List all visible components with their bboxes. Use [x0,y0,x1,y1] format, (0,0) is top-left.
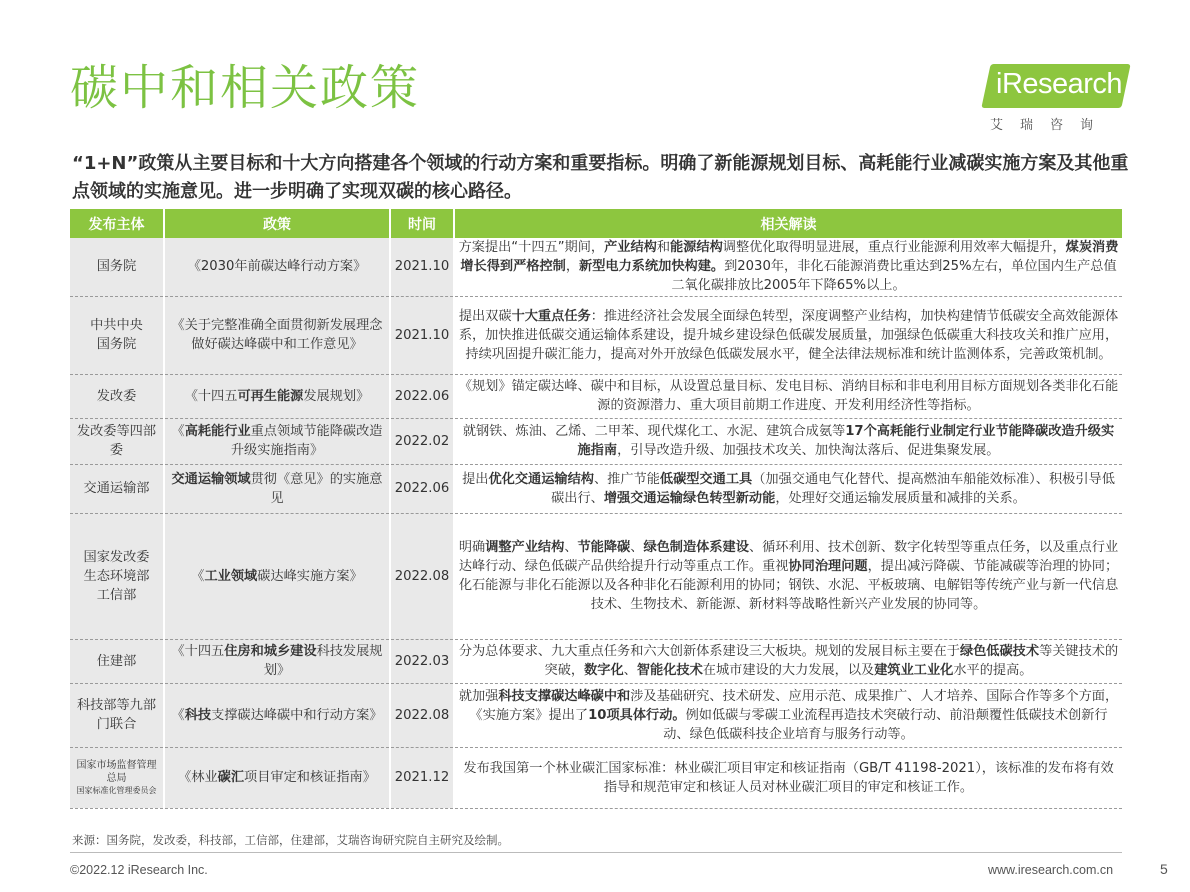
text-segment: ，处理好交通运输发展质量和减排的关系。 [775,490,1026,506]
text-segment: 《 [171,424,185,439]
table-row [70,464,1122,513]
cell-agency [70,683,164,747]
emphasis-text: 17个高耗能行业制定行业节能降碳改造升级实施指南 [577,424,1115,458]
text-segment: 、推广节能 [593,471,660,487]
emphasis-text: 可再生能源 [237,388,304,404]
text-segment: 中共中央 [90,318,143,333]
text-segment: 和 [656,240,671,256]
website-link[interactable]: www.iresearch.com.cn [988,863,1114,877]
text-segment: 发展规划》 [303,388,370,404]
cell-agency [70,513,164,639]
emphasis-text: 十大重点任务 [511,308,591,324]
cell-agency [70,418,164,464]
text-segment: 涉及基础研究、技术研发、应用示范、成果推广、人才培养、国际合作等多个方面，《实施方案》提出了 [469,688,1119,723]
cell-agency [70,374,164,418]
text-segment: 到2030年，非化石能源消费比重达到25%左右，单位国内生产总值二氧化碳排放比2005年下降65%以上。 [671,259,1117,294]
emphasis-text: 节能降碳 [577,540,631,555]
table-row [70,513,1122,639]
cell-detail [454,464,1122,513]
emphasis-text: 能源结构 [670,240,723,256]
header-date: 时间 [390,209,454,238]
source-note: 来源：国务院，发改委，科技部，工信部，住建部，艾瑞咨询研究院自主研究及绘制。 [72,833,509,847]
text-segment: 国家标准化管理委员会 [76,785,157,795]
cell-agency [70,464,164,513]
text-segment: 发改委 [96,388,137,404]
text-segment: 、 [564,540,578,555]
text-segment: 贯彻《意见》的实施意见 [250,471,383,506]
text-segment: 例如低碳与零碳工业流程再造技术突破行动、前沿颠覆性低碳技术创新行动、绿色低碳科技企业培育与服务行动等。 [663,707,1108,742]
emphasis-text: 10项具体行动。 [588,707,686,723]
text-segment: 方案提出“十四五”期间， [458,240,605,256]
cell-policy [164,296,390,374]
text-segment: 科技发展规划》 [263,644,383,678]
cell-policy [164,238,390,296]
cell-date: 2021.12 [390,747,454,808]
text-segment: 科技部等九部门联合 [76,698,157,732]
cell-policy [164,418,390,464]
cell-detail [454,683,1122,747]
table-row [70,418,1122,464]
text-segment: 国家发改委 [83,549,150,565]
emphasis-text: 工业领域 [204,568,258,584]
text-segment: 重点领域节能降碳改造升级实施指南》 [230,424,383,458]
text-segment: 、循环利用、技术创新、数字化转型等重点任务，以及重点行业达峰行动、绿色低碳产品供给提升行动等重点工作。重视 [458,540,1119,574]
text-segment: 《林业 [178,770,218,785]
emphasis-text: 优化交通运输结构 [488,471,594,487]
emphasis-text: 新型电力系统加快构建。 [579,259,725,275]
cell-detail [454,418,1122,464]
text-segment: 、 [630,540,644,555]
text-segment: 生态环境部 [83,568,150,584]
text-segment: 住建部 [96,653,137,669]
text-segment: 国家市场监督管理总局 [76,759,157,784]
text-segment: 碳达峰实施方案》 [257,568,363,584]
logo-subtitle: 艾瑞咨询 [990,118,1111,133]
iresearch-logo [982,62,1132,132]
emphasis-text: 交通运输领域 [171,471,251,487]
header-interpretation: 相关解读 [454,209,1122,238]
emphasis-text: 高耗能行业 [184,424,251,439]
emphasis-text: 数字化 [584,663,624,678]
text-segment: 国务院 [96,259,137,275]
text-segment: 《十四五 [184,388,238,404]
text-segment: 等关键技术的突破， [544,644,1119,678]
cell-agency [70,296,164,374]
text-segment: 提出双碳 [458,308,512,324]
text-segment: 《 [171,707,185,723]
cell-detail [454,296,1122,374]
cell-detail [454,238,1122,296]
table-row [70,747,1122,808]
cell-policy [164,639,390,683]
cell-date: 2022.06 [390,374,454,418]
emphasis-text: 低碳型交通工具 [659,471,753,487]
emphasis-text: 碳汇 [217,770,245,785]
cell-agency [70,238,164,296]
cell-policy [164,683,390,747]
text-segment: （加强交通电气化替代、提高燃油车船能效标准）、积极引导低碳出行、 [551,471,1115,506]
text-segment: ，引导改造升级、加强技术攻关、加快淘汰落后、促进集聚发展。 [617,443,1000,458]
text-segment: 发改委等四部委 [76,424,157,458]
table-row [70,238,1122,296]
table-row [70,639,1122,683]
policy-table [70,209,1122,809]
copyright: ©2022.12 iResearch Inc. [70,863,208,877]
cell-date: 2022.08 [390,683,454,747]
text-segment: 国务院 [96,337,137,352]
cell-policy [164,513,390,639]
text-segment: ，提出减污降碳、节能减碳等治理的协同；化石能源与非化石能源以及各种非化石能源利用的协同；钢铁、水泥、平板玻璃、电解铝等传统产业与新一代信息技术、生物技术、新能源、新材料等战略性新兴产业发展的协同等。 [458,559,1119,612]
emphasis-text: 智能化技术 [636,663,703,678]
text-segment: 交通运输部 [83,481,150,496]
cell-detail [454,639,1122,683]
cell-policy [164,374,390,418]
text-segment: 支撑碳达峰碳中和行动方案》 [211,707,383,723]
intro-paragraph: “1+N”政策从主要目标和十大方向搭建各个领域的行动方案和重要指标。明确了新能源规划目标、高耗能行业减碳实施方案及其他重点领域的实施意见。进一步明确了实现双碳的核心路径。 [72,153,1129,202]
text-segment: 《规划》锚定碳达峰、碳中和目标，从设置总量目标、发电目标、消纳目标和非电利用目标方面规划各类非化石能源的资源潜力、重大项目前期工作进度、开发利用经济性等指标。 [458,379,1119,413]
text-segment: 《2030年前碳达峰行动方案》 [187,259,367,275]
emphasis-text: 协同治理问题 [788,559,868,574]
table-body [70,238,1122,808]
cell-date: 2021.10 [390,238,454,296]
text-segment: 就钢铁、炼油、乙烯、二甲苯、现代煤化工、水泥、建筑合成氨等 [462,424,846,439]
table-row [70,374,1122,418]
footer-divider [70,852,1122,853]
emphasis-text: 科技 [184,707,212,723]
table-row [70,683,1122,747]
text-segment: 就加强 [458,688,499,704]
cell-agency [70,747,164,808]
cell-date: 2022.06 [390,464,454,513]
text-segment: 项目审定和核证指南》 [244,770,376,785]
cell-date: 2022.02 [390,418,454,464]
text-segment: 工信部 [96,587,137,603]
emphasis-text: 绿色低碳技术 [959,644,1040,659]
text-segment: 分为总体要求、九大重点任务和六大创新体系建设三大板块。规划的发展目标主要在于 [458,644,960,659]
text-segment: ， [565,259,580,275]
header-policy: 政策 [164,209,390,238]
cell-date: 2022.08 [390,513,454,639]
emphasis-text: 建筑业工业化 [874,663,954,678]
text-segment: 发布我国第一个林业碳汇国家标准：林业碳汇项目审定和核证指南（GB/T 41198-2021），该标准的发布将有效指导和规范审定和核证人员对林业碳汇项目的审定和核证工作。 [463,760,1114,795]
text-segment: 《 [191,568,205,584]
page-title: 碳中和相关政策 [70,60,421,116]
text-segment: 水平的提高。 [953,663,1033,678]
cell-policy [164,464,390,513]
cell-detail [454,374,1122,418]
emphasis-text: 产业结构 [604,240,657,256]
cell-detail [454,513,1122,639]
text-segment: 《关于完整准确全面贯彻新发展理念做好碳达峰碳中和工作意见》 [171,318,383,352]
emphasis-text: 调整产业结构 [485,540,565,555]
emphasis-text: 绿色制造体系建设 [643,540,749,555]
text-segment: ：推进经济社会发展全面绿色转型，深度调整产业结构，加快构建情节低碳安全高效能源体系，加快推进低碳交通运输体系建设，提升城乡建设绿色低碳发展质量，加强绿色低碳重大科技攻关和推广应用，持续巩固提升碳汇能力，提高对外开放绿色低碳发展水平，健全法律法规标准和统计监测体系，完善政策机制。 [458,308,1119,362]
emphasis-text: 科技支撑碳达峰碳中和 [498,688,631,704]
text-segment: 提出 [462,471,489,487]
text-segment: 、 [623,663,637,678]
table-row [70,296,1122,374]
cell-policy [164,747,390,808]
text-segment: 《十四五 [171,644,225,659]
cell-date: 2021.10 [390,296,454,374]
table-header-row [70,209,1122,238]
emphasis-text: 住房和城乡建设 [224,644,317,659]
cell-date: 2022.03 [390,639,454,683]
text-segment: 在城市建设的大力发展，以及 [702,663,875,678]
header-agency: 发布主体 [70,209,164,238]
emphasis-text: 增强交通运输绿色转型新动能 [603,490,776,506]
cell-agency [70,639,164,683]
text-segment: 明确 [458,540,486,555]
emphasis-text: 煤炭消费增长得到严格控制 [460,240,1119,275]
cell-detail [454,747,1122,808]
page-number: 5 [1160,861,1168,877]
logo-text: iResearch [996,68,1123,100]
text-segment: 调整优化取得明显进展，重点行业能源利用效率大幅提升， [722,240,1066,256]
